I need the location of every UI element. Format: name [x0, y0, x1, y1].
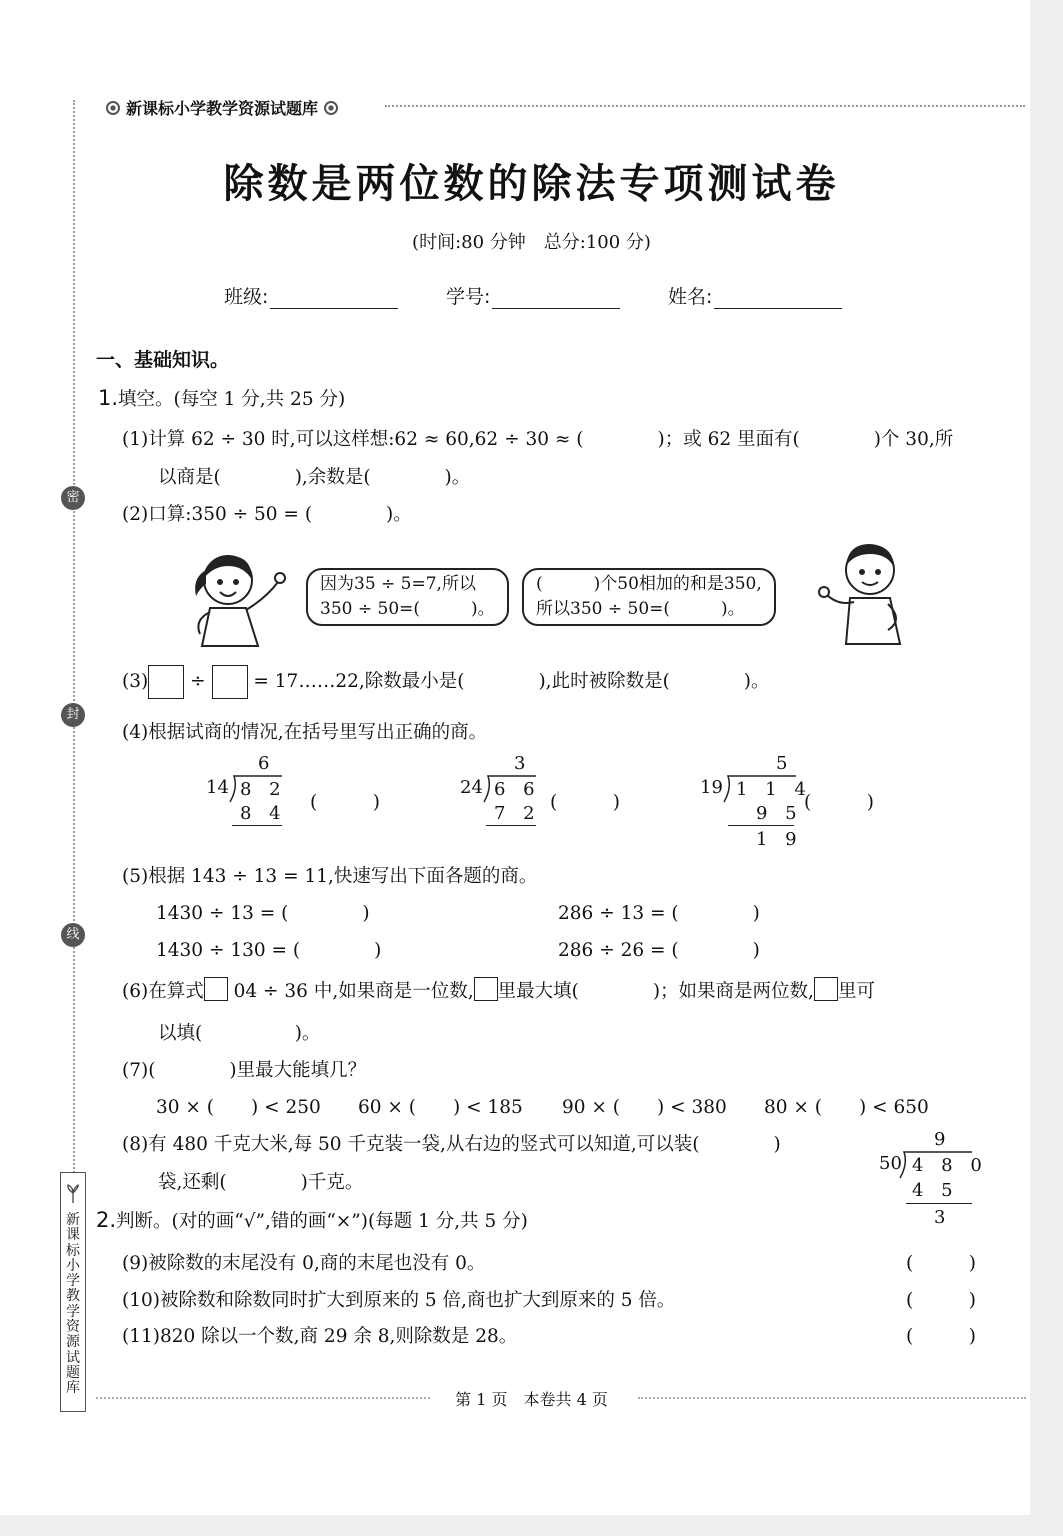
part6-text: 04 ÷ 36 中,如果商是一位数,	[233, 981, 474, 1002]
bubble-left-line1: 因为35 ÷ 5=7,所以	[320, 574, 476, 594]
name-field[interactable]	[668, 282, 842, 309]
speech-bubble-right	[522, 568, 776, 626]
q1-part4: (4)根据试商的情况,在括号里写出正确的商。	[122, 722, 488, 743]
ld4-remainder: 3	[934, 1207, 952, 1228]
question-2-heading	[96, 1207, 528, 1233]
p7-item[interactable]: 80 × ( ) < 650	[764, 1097, 929, 1118]
seal-mark: 密	[61, 486, 85, 510]
answer-box[interactable]	[814, 977, 838, 1001]
class-field[interactable]	[224, 282, 398, 309]
ld3-rule	[728, 825, 794, 826]
ld2-dividend: 6 6	[494, 779, 541, 800]
bullet-icon	[324, 101, 338, 115]
side-label-text: 新课标小学教学资源试题库	[66, 1212, 80, 1397]
ld1-quotient: 6	[258, 753, 276, 774]
part6-text: 里最大填( )；如果商是两位数,	[497, 981, 814, 1002]
question-title: 判断。(对的画“√”,错的画“×”)(每题 1 分,共 5 分)	[116, 1211, 528, 1232]
ld1-answer[interactable]: ( )	[310, 792, 380, 813]
bubble-right-line1: ( )个50相加的和是350,	[536, 574, 762, 594]
q1-part6-line1	[122, 977, 875, 1003]
question-title: 填空。(每空 1 分,共 25 分)	[118, 389, 346, 410]
series-name: 新课标小学教学资源试题库	[126, 99, 319, 118]
girl-illustration	[188, 548, 298, 648]
q1-part7: (7)( )里最大能填几？	[122, 1060, 367, 1081]
ld2-divisor: 24	[460, 777, 483, 798]
header-rule	[385, 105, 1025, 107]
ld4-product: 4 5	[912, 1180, 959, 1201]
q1-part1-line2: 以商是( ),余数是( )。	[158, 467, 471, 488]
exam-subtitle: (时间:80 分钟 总分:100 分)	[412, 232, 651, 253]
side-label	[60, 1172, 86, 1412]
ld1-rule	[232, 825, 282, 826]
part3-label: (3)	[122, 671, 149, 692]
ld3-divisor: 19	[700, 777, 723, 798]
ld2-quotient: 3	[514, 753, 532, 774]
judge-answer-9[interactable]: ( )	[906, 1253, 976, 1274]
ld4-rule	[906, 1203, 972, 1204]
p5-item[interactable]: 286 ÷ 26 = ( )	[558, 940, 760, 961]
q1-part6-line2: 以填( )。	[158, 1023, 321, 1044]
p5-item[interactable]: 1430 ÷ 13 = ( )	[156, 903, 370, 924]
bullet-icon	[106, 101, 120, 115]
ld3-quotient: 5	[776, 753, 794, 774]
ld3-dividend: 1 1 4	[736, 779, 812, 800]
ld1-divisor: 14	[206, 777, 229, 798]
division-sign: ÷	[190, 671, 206, 692]
ld3-answer[interactable]: ( )	[804, 792, 874, 813]
leaf-icon	[65, 1183, 81, 1205]
bubble-left-line2: 350 ÷ 50=( )。	[320, 599, 495, 619]
ld1-dividend: 8 2	[240, 779, 287, 800]
ld2-product: 7 2	[494, 803, 541, 824]
series-header	[100, 96, 344, 119]
page-title: 除数是两位数的除法专项测试卷	[223, 160, 840, 207]
answer-box[interactable]	[204, 977, 228, 1001]
ld4-quotient: 9	[934, 1129, 952, 1150]
question-1-heading	[98, 385, 345, 411]
id-label: 学号:	[446, 286, 491, 308]
q1-part2: (2)口算:350 ÷ 50 = ( )。	[122, 504, 412, 525]
answer-box[interactable]	[212, 665, 248, 699]
section-title: 一、基础知识。	[96, 349, 230, 371]
ld4-dividend: 4 8 0	[912, 1155, 988, 1176]
class-label: 班级:	[224, 286, 269, 308]
judge-item-10: (10)被除数和除数同时扩大到原来的 5 倍,商也扩大到原来的 5 倍。	[122, 1290, 676, 1311]
seal-mark: 封	[61, 703, 85, 727]
name-label: 姓名:	[668, 286, 713, 308]
ld2-rule	[486, 825, 536, 826]
p5-item[interactable]: 286 ÷ 13 = ( )	[558, 903, 760, 924]
part6-text: (6)在算式	[122, 981, 204, 1002]
q1-part3	[122, 664, 770, 700]
p7-item[interactable]: 30 × ( ) < 250	[156, 1097, 321, 1118]
ld4-divisor: 50	[879, 1153, 902, 1174]
judge-item-11: (11)820 除以一个数,商 29 余 8,则除数是 28。	[122, 1326, 518, 1347]
q1-part8-line1: (8)有 480 千克大米,每 50 千克装一袋,从右边的竖式可以知道,可以装( )	[122, 1134, 781, 1155]
answer-box[interactable]	[148, 665, 184, 699]
part3-text: = 17……22,除数最小是( ),此时被除数是( )。	[253, 671, 770, 692]
id-field[interactable]	[446, 282, 620, 309]
q1-part1-line1: (1)计算 62 ÷ 30 时,可以这样想:62 ≈ 60,62 ÷ 30 ≈ ( )；或 62 里面有( )个 30,所	[122, 429, 954, 450]
p7-item[interactable]: 90 × ( ) < 380	[562, 1097, 727, 1118]
part6-text: 里可	[837, 981, 875, 1002]
judge-answer-11[interactable]: ( )	[906, 1326, 976, 1347]
ld2-answer[interactable]: ( )	[550, 792, 620, 813]
bubble-right-line2: 所以350 ÷ 50=( )。	[536, 599, 745, 619]
judge-item-9: (9)被除数的末尾没有 0,商的末尾也没有 0。	[122, 1253, 486, 1274]
ld3-remainder: 1 9	[756, 829, 803, 850]
seal-mark: 线	[61, 923, 85, 947]
question-number: 2.	[96, 1208, 117, 1232]
q1-part5: (5)根据 143 ÷ 13 = 11,快速写出下面各题的商。	[122, 866, 538, 887]
ld3-product: 9 5	[756, 803, 803, 824]
ld1-product: 8 4	[240, 803, 287, 824]
judge-answer-10[interactable]: ( )	[906, 1290, 976, 1311]
q1-part8-line2: 袋,还剩( )千克。	[158, 1172, 364, 1193]
p7-item[interactable]: 60 × ( ) < 185	[358, 1097, 523, 1118]
question-number: 1.	[98, 386, 119, 410]
page-footer: 第 1 页 本卷共 4 页	[455, 1390, 608, 1409]
speech-bubble-left	[306, 568, 509, 626]
boy-illustration	[818, 538, 908, 646]
p5-item[interactable]: 1430 ÷ 130 = ( )	[156, 940, 382, 961]
answer-box[interactable]	[474, 977, 498, 1001]
